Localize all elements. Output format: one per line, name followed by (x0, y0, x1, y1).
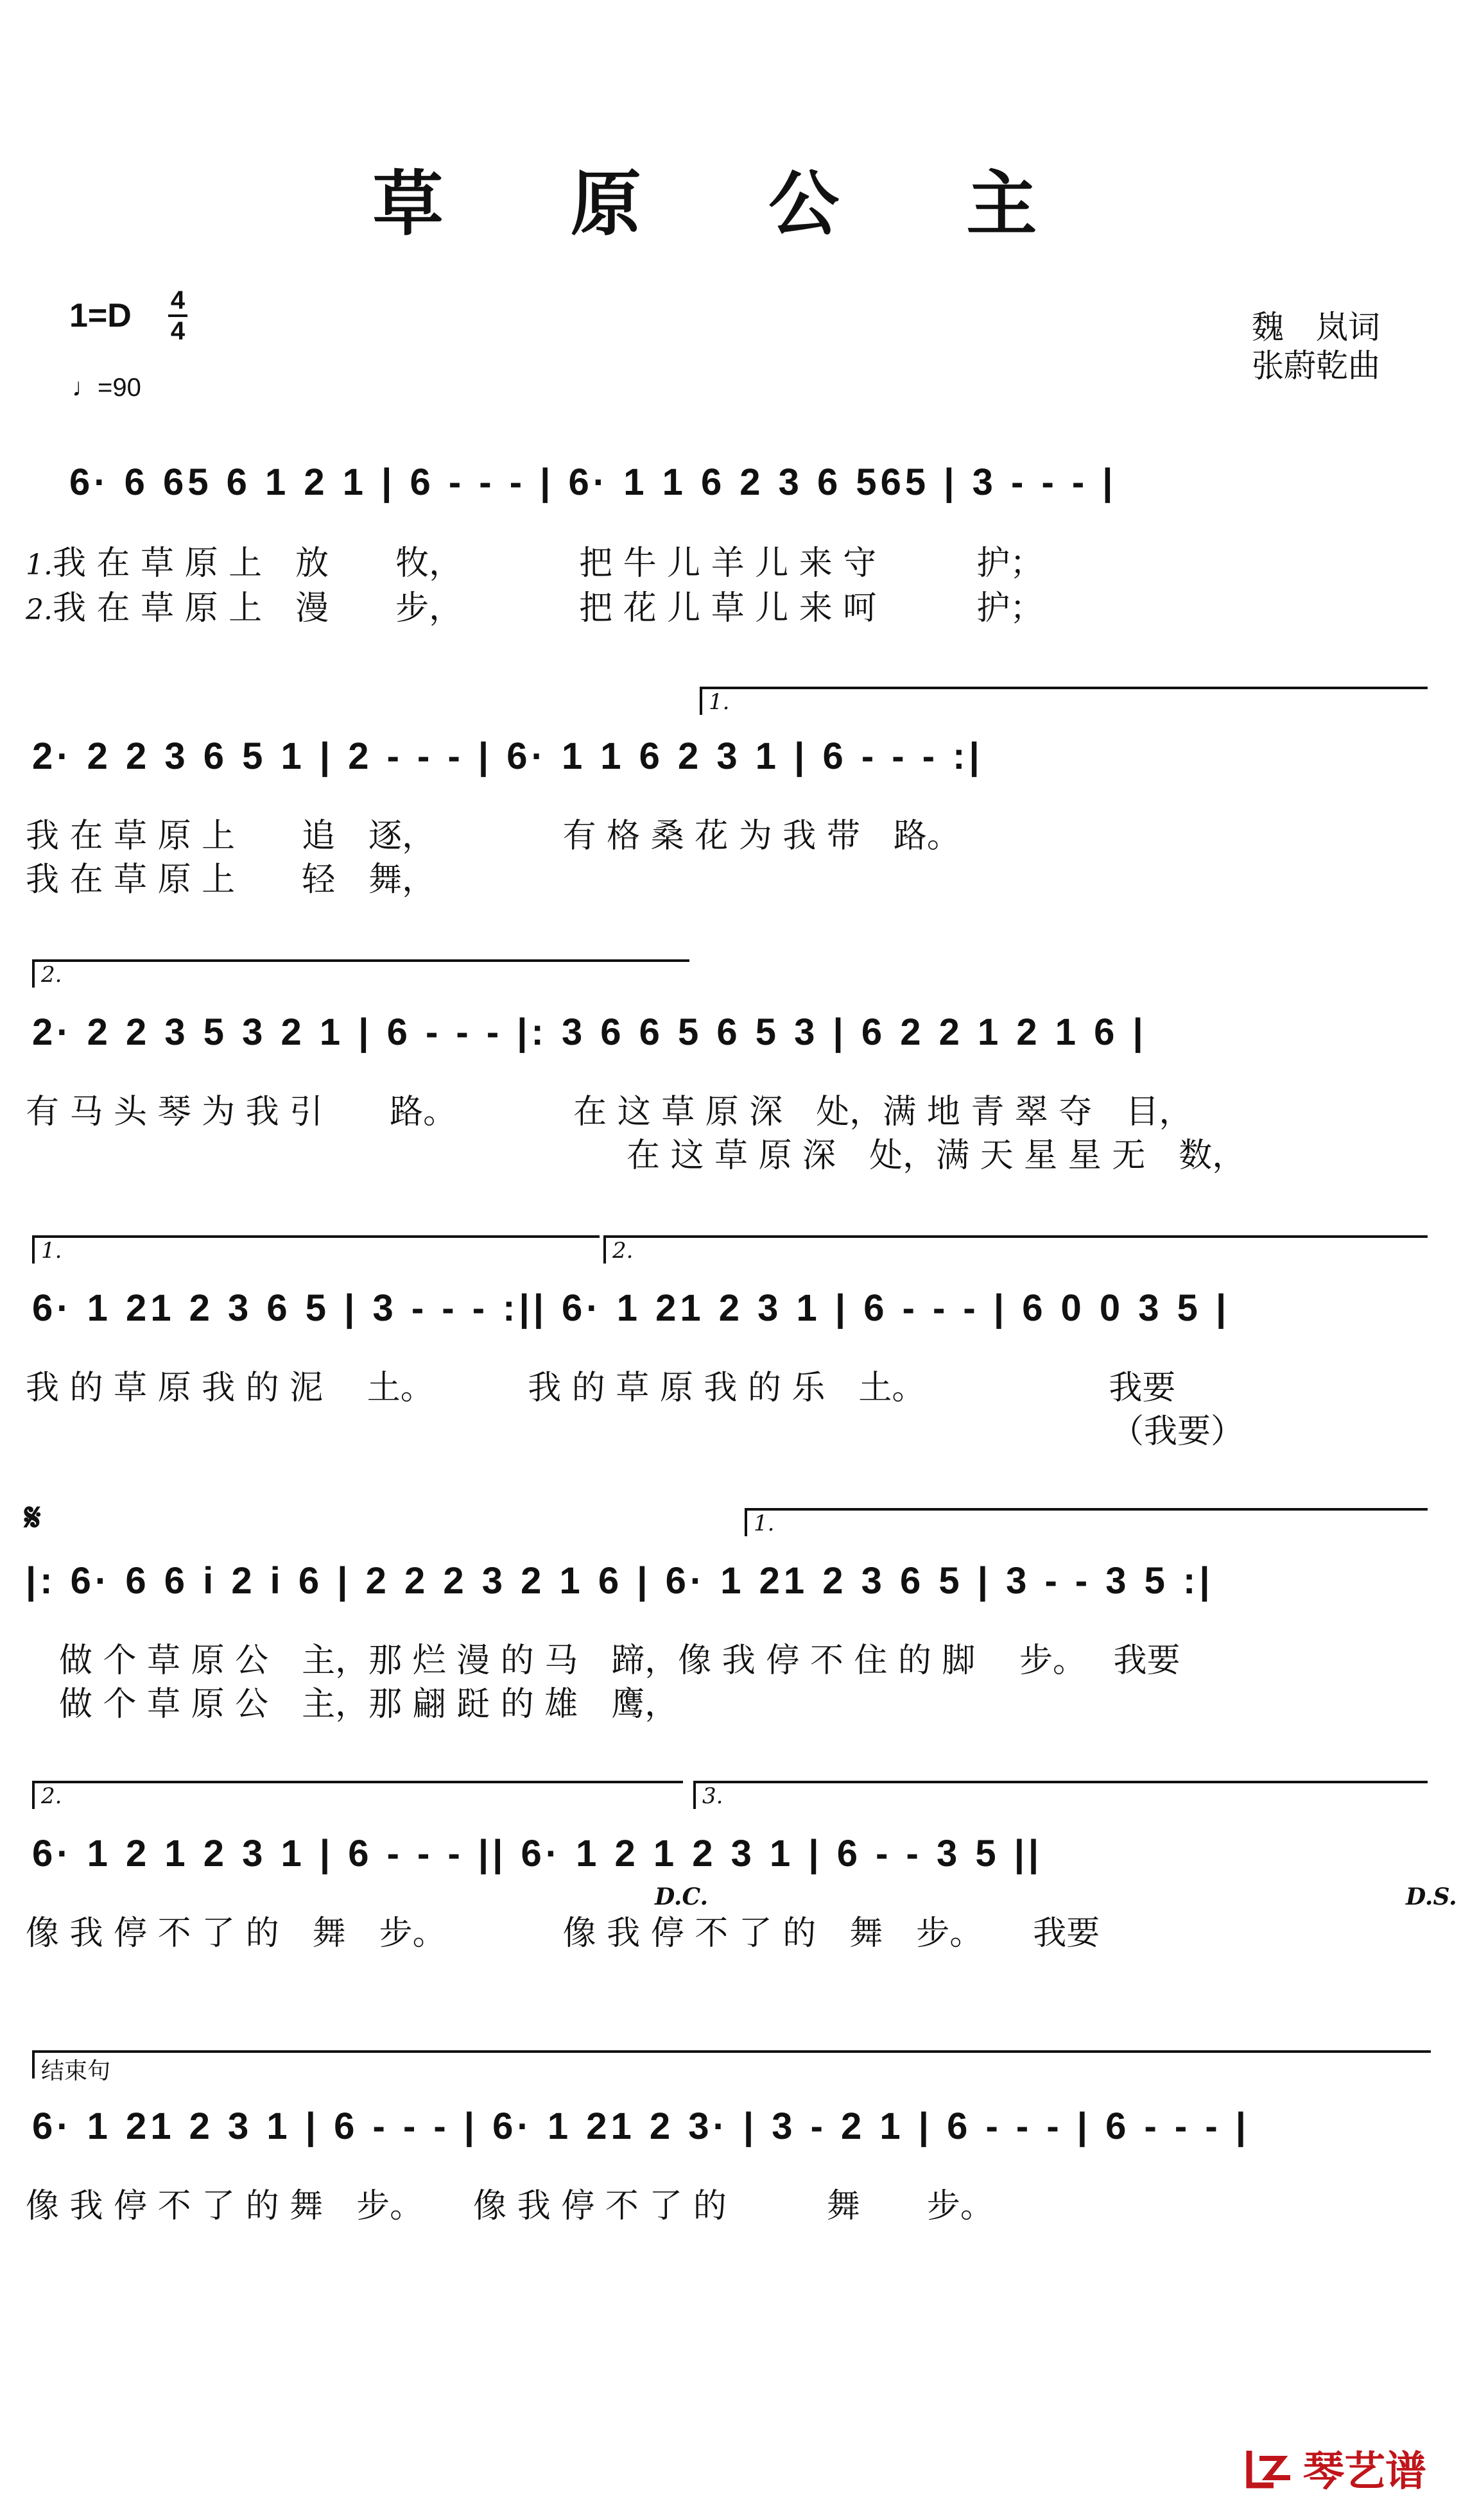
site-logo (1245, 2439, 1426, 2498)
lyric-line: 我 在 草 原 上 放 牧， 把 牛 儿 羊 儿 来 守 护； (52, 544, 1044, 583)
system-5-notes: |: 6· 6 6 i 2 i 6 | 2 2 2 3 2 1 6 | 6· 1 21 2 3 6 5 | 3 - - 3 5 :| (26, 1560, 1214, 1602)
lyricist-credit: 魏 岚词 (1252, 309, 1380, 346)
system-2-lyric-2: 我 在 草 原 上 轻 舞， (26, 861, 436, 899)
tempo-marking: ♩=90 (72, 373, 141, 402)
volta-label: 2. (41, 962, 62, 988)
lyric-line: 我 在 草 原 上 漫 步， 把 花 儿 草 儿 来 呵 护； (52, 589, 1044, 628)
volta-label: 1. (754, 1511, 775, 1536)
system-6-notes: 6· 1 2 1 2 3 1 | 6 - - - || 6· 1 2 1 2 3 1 | 6 - - 3 5 || (32, 1833, 1043, 1874)
system-1-lyric-2 (26, 581, 1043, 629)
music-logo-icon (1245, 2446, 1297, 2490)
time-signature-top: 4 (170, 286, 186, 314)
system-5-lyric-2: 做 个 草 原 公 主，那 翩 跹 的 雄 鹰， (26, 1685, 679, 1724)
system-3-lyric-1: 有 马 头 琴 为 我 引 路。 在 这 草 原 深 处，满 地 青 翠 夺 目， (26, 1093, 1193, 1131)
system-5-lyric-1: 做 个 草 原 公 主，那 烂 漫 的 马 蹄，像 我 停 不 住 的 脚 步。 我要 (26, 1641, 1180, 1680)
system-1-lyric-1 (26, 536, 1043, 584)
segno-sign: 𝄋 (24, 1495, 41, 1540)
volta-bracket-1 (700, 687, 1428, 715)
volta-label: 1. (709, 689, 730, 715)
time-signature-bottom: 4 (170, 317, 186, 345)
verse-number: 1. (26, 549, 53, 581)
system-6-lyric-1: 像 我 停 不 了 的 舞 步。 像 我 停 不 了 的 舞 步。 我要 (26, 1914, 1100, 1953)
dal-segno-mark: D.S. (1406, 1883, 1457, 1910)
system-7-lyric-1: 像 我 停 不 了 的 舞 步。 像 我 停 不 了 的 舞 步。 (26, 2187, 994, 2225)
volta-bracket-2 (32, 1781, 683, 1809)
system-3-lyric-2: 在 这 草 原 深 处，满 天 星 星 无 数， (26, 1136, 1246, 1175)
logo-text: 琴艺谱 (1303, 2448, 1426, 2496)
volta-bracket-1 (32, 1235, 600, 1264)
volta-bracket-1 (745, 1508, 1428, 1536)
system-2-notes: 2· 2 2 3 6 5 1 | 2 - - - | 6· 1 1 6 2 3 1 | 6 - - - :| (32, 735, 983, 777)
system-1-notes: 6· 6 65 6 1 2 1 | 6 - - - | 6· 1 1 6 2 3 6 565 | 3 - - - | (69, 461, 1117, 503)
volta-bracket-3 (693, 1781, 1428, 1809)
ending-bracket (32, 2050, 1431, 2084)
system-4-lyric-2: （我要） (26, 1412, 1245, 1451)
system-4-lyric-1: 我 的 草 原 我 的 泥 土。 我 的 草 原 我 的 乐 土。 我要 (26, 1369, 1176, 1407)
volta-label: 2. (41, 1783, 62, 1809)
system-7-notes: 6· 1 21 2 3 1 | 6 - - - | 6· 1 21 2 3· | 3 - 2 1 | 6 - - - | 6 - - - | (32, 2105, 1250, 2147)
volta-label: 1. (41, 1238, 62, 1264)
volta-bracket-2 (32, 959, 689, 988)
page-title: 草 原 公 主 (372, 162, 1089, 245)
volta-label: 3. (702, 1783, 723, 1809)
da-capo-mark: D.C. (655, 1883, 709, 1910)
volta-bracket-2 (603, 1235, 1428, 1264)
composer-credit: 张蔚乾曲 (1252, 347, 1380, 384)
system-3-notes: 2· 2 2 3 5 3 2 1 | 6 - - - |: 3 6 6 5 6 5 3 | 6 2 2 1 2 1 6 | (32, 1011, 1147, 1053)
system-4-notes: 6· 1 21 2 3 6 5 | 3 - - - :|| 6· 1 21 2 3 1 | 6 - - - | 6 0 0 3 5 | (32, 1287, 1231, 1329)
time-signature (168, 287, 187, 344)
key-signature: 1=D (69, 297, 132, 334)
verse-number: 2. (26, 594, 53, 626)
volta-label: 2. (612, 1238, 634, 1264)
system-2-lyric-1: 我 在 草 原 上 追 逐， 有 格 桑 花 为 我 带 路。 (26, 817, 960, 855)
ending-label: 结束句 (41, 2058, 111, 2084)
